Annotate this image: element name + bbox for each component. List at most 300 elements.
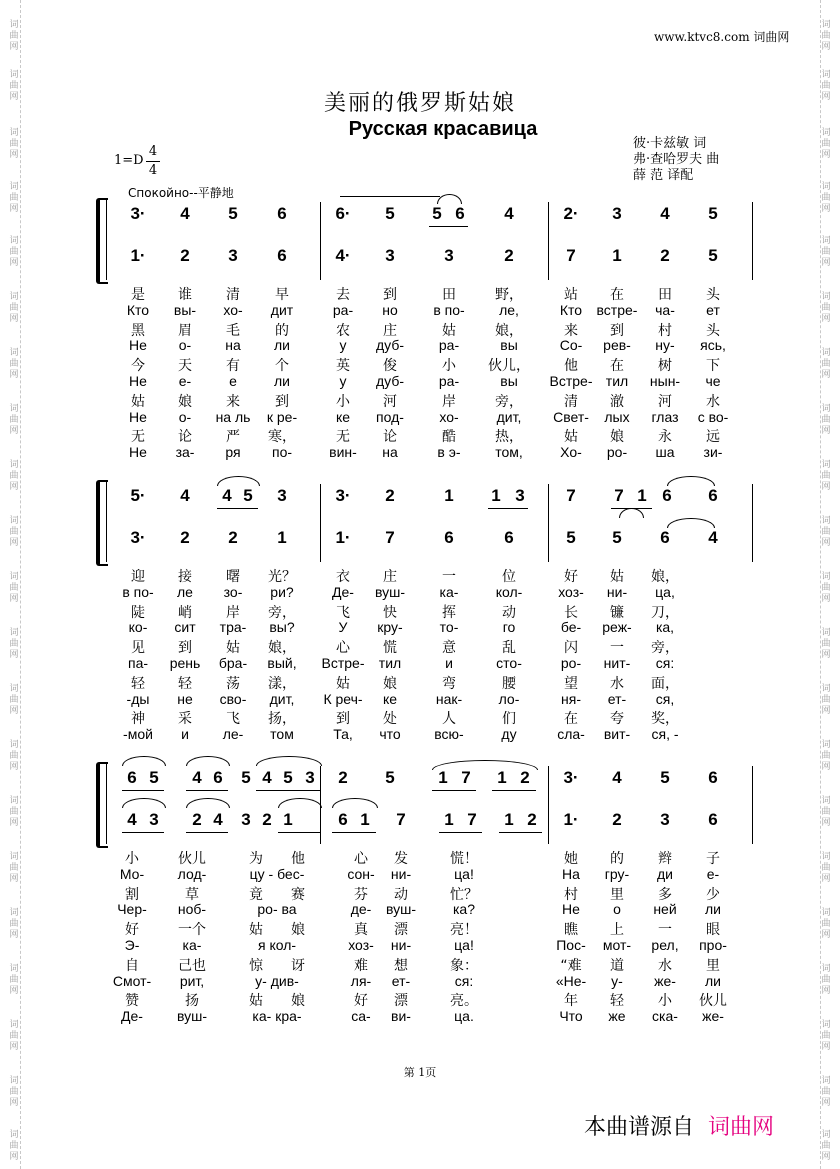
- score-system: [96, 760, 756, 1030]
- lyric-syllable: 人: [442, 711, 456, 728]
- beam-line: [432, 790, 476, 791]
- lyric-syllable: 远: [706, 429, 720, 446]
- margin-watermark: 词 曲 网: [9, 236, 19, 268]
- lyric-syllable: реж-: [602, 619, 632, 636]
- lyric-syllable: вы?: [269, 619, 295, 636]
- lyric-syllable: ни-: [390, 865, 412, 882]
- lyric-syllable: ца!: [454, 937, 474, 953]
- lyric-syllable: 无: [336, 429, 350, 446]
- lyric-syllable: 衣: [336, 569, 350, 585]
- lyric-syllable: Э-: [124, 937, 140, 953]
- lyric-line-russian: [96, 655, 756, 673]
- lyric-syllable: ясь,: [700, 337, 726, 354]
- lyric-syllable: 光？: [268, 569, 296, 585]
- lyric-syllable: 旁，: [495, 393, 523, 410]
- lyric-syllable: в по-: [122, 583, 154, 600]
- lyric-syllable: Мо-: [119, 865, 145, 882]
- lyric-syllable: 心: [354, 851, 368, 867]
- lyric-syllable: ся, -: [651, 726, 679, 743]
- note: 1: [444, 486, 454, 505]
- lyric-syllable: 在: [610, 287, 624, 303]
- lyric-line-russian: [96, 901, 756, 919]
- lyric-syllable: Встре-: [321, 655, 365, 671]
- lyric-syllable: 旁，: [651, 640, 679, 657]
- note: 7: [566, 246, 576, 265]
- lyric-syllable: бра-: [218, 655, 248, 671]
- margin-watermark: 词 曲 网: [9, 292, 19, 324]
- lyric-syllable: “难: [560, 957, 582, 974]
- lyric-syllable: тил: [378, 655, 402, 671]
- lyric-syllable: то-: [439, 619, 459, 636]
- note: 3: [277, 486, 287, 505]
- lyric-syllable: 娘，: [495, 322, 523, 339]
- lyric-syllable: ли: [705, 901, 721, 918]
- lyric-line-russian: [96, 302, 756, 320]
- margin-watermark: 词 曲 网: [821, 684, 831, 716]
- lyric-syllable: 姑: [442, 322, 456, 339]
- lyric-syllable: ет: [706, 301, 720, 318]
- slur: [667, 518, 715, 528]
- beam-line: [217, 508, 258, 509]
- lyric-syllable: Не: [129, 373, 147, 389]
- lyric-syllable: 站: [564, 287, 578, 303]
- lyric-syllable: 位: [502, 569, 516, 585]
- lyric-syllable: 赛: [291, 886, 305, 903]
- lyric-syllable: 热，: [495, 429, 523, 446]
- note: 3: [385, 246, 395, 265]
- lyric-syllable: 们: [502, 711, 516, 728]
- lyric-syllable: ша: [655, 444, 675, 461]
- note: 1: [444, 810, 454, 829]
- lyric-syllable: 论: [178, 429, 192, 446]
- lyric-line-russian: [96, 409, 756, 427]
- note: 6·: [335, 204, 351, 223]
- lyric-syllable: 娘，: [651, 569, 679, 585]
- lyric-syllable: 意: [442, 640, 456, 657]
- margin-watermark: 词 曲 网: [9, 908, 19, 940]
- margin-watermark: 词 曲 网: [9, 20, 19, 52]
- lyric-syllable: 野，: [495, 287, 523, 303]
- lyric-syllable: 一: [658, 922, 672, 939]
- lyric-line-russian: [96, 444, 756, 462]
- lyric-syllable: 伙儿: [178, 851, 206, 867]
- lyric-line-russian: [96, 866, 756, 884]
- lyric-syllable: Не: [129, 408, 147, 425]
- page-number: 第 1页: [403, 1066, 437, 1079]
- lyric-syllable: 村: [658, 322, 672, 339]
- margin-watermark: 词 曲 网: [9, 740, 19, 772]
- margin-watermark: 词 曲 网: [9, 1130, 19, 1162]
- lyric-syllable: 个: [275, 358, 289, 375]
- lyric-syllable: же: [608, 1008, 626, 1025]
- lyric-syllable: ка-: [439, 583, 459, 600]
- lyric-syllable: У: [338, 619, 348, 636]
- lyric-syllable: Не: [129, 337, 147, 354]
- note: 1·: [563, 810, 579, 829]
- lyric-syllable: ко-: [128, 619, 148, 636]
- lyric-syllable: у- див-: [255, 972, 299, 989]
- note: 3: [228, 246, 238, 265]
- lyric-syllable: 澈: [610, 393, 624, 410]
- note: 2: [660, 246, 670, 265]
- lyric-line-chinese: [96, 320, 756, 338]
- lyric-syllable: 村: [564, 886, 578, 903]
- lyric-syllable: ли: [274, 373, 290, 389]
- slur: [186, 798, 230, 808]
- lyric-syllable: 腰: [502, 675, 516, 692]
- lyric-syllable: лых: [604, 408, 630, 425]
- lyric-syllable: хоз-: [348, 937, 374, 953]
- note: 6: [662, 486, 672, 505]
- lyric-syllable: ет-: [391, 972, 411, 989]
- lyric-syllable: 姑: [249, 922, 263, 939]
- beam-line: [429, 226, 468, 227]
- lyric-syllable: Де-: [332, 583, 354, 600]
- margin-watermark: 词 曲 网: [821, 292, 831, 324]
- lyric-syllable: 寒，: [268, 429, 296, 446]
- lyric-syllable: 到: [383, 287, 397, 303]
- note: 5: [385, 768, 395, 787]
- lyric-syllable: К реч-: [323, 690, 363, 707]
- lyric-syllable: ле,: [499, 301, 519, 318]
- lyric-syllable: 在: [610, 358, 624, 375]
- lyricist-credit: 彼·卡兹敏 词: [633, 136, 707, 151]
- lyric-syllable: 飞: [336, 604, 350, 621]
- lyric-syllable: 的: [275, 322, 289, 339]
- note: 7: [566, 486, 576, 505]
- lyric-syllable: 小: [658, 993, 672, 1010]
- lyric-syllable: что: [379, 726, 401, 743]
- lyric-syllable: ле: [177, 583, 193, 600]
- lyric-syllable: 惊: [249, 957, 263, 974]
- lyric-syllable: ся,: [655, 690, 675, 707]
- lyric-syllable: 年: [564, 993, 578, 1010]
- lyric-syllable: 采: [178, 711, 192, 728]
- upper-voice-row: [96, 486, 756, 512]
- time-top: 4: [148, 144, 158, 159]
- lyric-syllable: встре-: [596, 301, 638, 318]
- lyric-syllable: 亮！: [450, 922, 478, 939]
- note: 2: [228, 528, 238, 547]
- note: 4: [708, 528, 718, 547]
- note: 5: [149, 768, 159, 787]
- note: 2: [180, 528, 190, 547]
- margin-watermark: 词 曲 网: [821, 852, 831, 884]
- note: 5: [241, 768, 251, 787]
- lyric-syllable: 小: [442, 358, 456, 375]
- note: 5: [566, 528, 576, 547]
- lyric-syllable: Свет-: [553, 408, 589, 425]
- note: 3: [149, 810, 159, 829]
- lyric-syllable: 奖，: [651, 711, 679, 728]
- lyric-syllable: 伙儿: [699, 993, 727, 1010]
- lyric-syllable: 田: [442, 287, 456, 303]
- lyric-syllable: 好: [564, 569, 578, 585]
- lyric-syllable: 心: [336, 640, 350, 657]
- beam-line: [122, 790, 164, 791]
- lyric-syllable: 乱: [502, 640, 516, 657]
- lyric-syllable: 清: [226, 287, 240, 303]
- lyric-syllable: 镰: [610, 604, 624, 621]
- lyric-line-chinese: [96, 990, 756, 1008]
- beam-line: [488, 508, 528, 509]
- margin-watermark: 词 曲 网: [821, 460, 831, 492]
- slur: [278, 798, 322, 808]
- note: 4: [612, 768, 622, 787]
- lyric-syllable: 漂: [394, 922, 408, 939]
- lyric-syllable: ет-: [607, 690, 627, 707]
- lyric-syllable: 望: [564, 675, 578, 692]
- lyric-syllable: 到: [610, 322, 624, 339]
- lyric-line-russian: [96, 726, 756, 744]
- source-brand[interactable]: 词曲网: [708, 1115, 775, 1140]
- credits: [633, 136, 719, 184]
- lyric-syllable: хоз-: [558, 583, 584, 600]
- lyric-syllable: 下: [706, 358, 720, 375]
- lyric-syllable: 无: [131, 429, 145, 446]
- note: 2: [262, 810, 272, 829]
- lyric-syllable: ке: [382, 690, 398, 707]
- lyric-syllable: 今: [131, 358, 145, 375]
- lyric-syllable: 来: [564, 322, 578, 339]
- lyric-syllable: ли: [705, 972, 721, 989]
- lyric-syllable: 神: [131, 711, 145, 728]
- lyric-syllable: у: [339, 337, 347, 354]
- note: 7: [385, 528, 395, 547]
- lyric-syllable: 己也: [178, 957, 206, 974]
- lyric-syllable: 瞧: [564, 922, 578, 939]
- lyric-syllable: 闪: [564, 640, 578, 657]
- note: 2: [527, 810, 537, 829]
- lyric-syllable: на ль: [215, 408, 251, 425]
- margin-watermark: 词 曲 网: [9, 348, 19, 380]
- beam-line: [186, 832, 228, 833]
- upper-voice-row: [96, 204, 756, 230]
- lyric-syllable: вит-: [603, 726, 631, 743]
- lyric-syllable: 论: [383, 429, 397, 446]
- lower-voice-row: [96, 246, 756, 272]
- lyric-syllable: же-: [702, 1008, 724, 1025]
- note: 2: [385, 486, 395, 505]
- lyric-syllable: тра-: [219, 619, 247, 636]
- lyric-syllable: 娘: [291, 993, 305, 1010]
- lyric-syllable: 水: [610, 675, 624, 692]
- margin-watermark: 词 曲 网: [821, 908, 831, 940]
- lyric-syllable: па-: [127, 655, 149, 671]
- lyric-syllable: 为: [249, 851, 263, 867]
- beam-line: [256, 790, 320, 791]
- lyric-syllable: 芬: [354, 886, 368, 903]
- lyric-syllable: «Не-: [555, 972, 587, 989]
- lyric-syllable: же-: [654, 972, 676, 989]
- lyric-syllable: 轻: [178, 675, 192, 692]
- lyric-syllable: ду: [501, 726, 517, 743]
- lyric-syllable: 迎: [131, 569, 145, 585]
- note: 3: [515, 486, 525, 505]
- lyric-syllable: ле-: [222, 726, 244, 743]
- lyric-syllable: 在: [564, 711, 578, 728]
- note: 6: [213, 768, 223, 787]
- note: 2: [192, 810, 202, 829]
- note: 5·: [130, 486, 146, 505]
- note: 6: [708, 486, 718, 505]
- lyric-line-russian: [96, 619, 756, 637]
- lyric-syllable: 想: [394, 957, 408, 974]
- lyric-syllable: 道: [610, 957, 624, 974]
- lyric-syllable: ка- кра-: [252, 1008, 302, 1025]
- lower-voice-row: [96, 528, 756, 554]
- key-signature: 1=D: [114, 153, 144, 168]
- lyric-syllable: 自: [125, 957, 139, 974]
- slur: [437, 194, 462, 204]
- note: 6: [277, 204, 287, 223]
- lyric-syllable: кол-: [495, 583, 523, 600]
- note: 7: [614, 486, 624, 505]
- lyric-syllable: дуб-: [375, 373, 405, 389]
- note: 2: [180, 246, 190, 265]
- lyric-syllable: 岸: [226, 604, 240, 621]
- lyric-syllable: 到: [178, 640, 192, 657]
- lyric-syllable: 动: [394, 886, 408, 903]
- lyric-syllable: хо-: [439, 408, 459, 425]
- slur: [217, 476, 260, 486]
- lyric-syllable: 伙儿，: [488, 358, 530, 375]
- lyric-syllable: ца,: [655, 583, 675, 600]
- note: 4: [262, 768, 272, 787]
- note: 2: [520, 768, 530, 787]
- lyric-syllable: 水: [706, 393, 720, 410]
- note: 4: [180, 486, 190, 505]
- note: 2: [338, 768, 348, 787]
- note: 5: [660, 768, 670, 787]
- lyric-syllable: 姑: [131, 393, 145, 410]
- lyric-syllable: 他: [291, 851, 305, 867]
- lyric-line-russian: [96, 691, 756, 709]
- lyric-syllable: всю-: [434, 726, 464, 743]
- lyric-syllable: 扬: [185, 993, 199, 1010]
- composer-credit: 弗·查哈罗夫 曲: [633, 152, 720, 167]
- lyric-syllable: 眼: [706, 922, 720, 939]
- lyric-syllable: Кто: [559, 301, 583, 318]
- note: 5: [708, 204, 718, 223]
- lyric-syllable: дуб-: [375, 337, 405, 354]
- lyric-syllable: ни-: [606, 583, 628, 600]
- note: 5: [243, 486, 253, 505]
- lyric-syllable: 黑: [131, 322, 145, 339]
- site-url[interactable]: www.ktvc8.com 词曲网: [654, 30, 790, 44]
- lyric-line-chinese: [96, 884, 756, 902]
- lyric-syllable: Встре-: [549, 373, 593, 389]
- margin-watermark: 词 曲 网: [821, 628, 831, 660]
- lyric-syllable: 永: [658, 429, 672, 446]
- lyric-line-chinese: [96, 355, 756, 373]
- lyric-syllable: ли: [274, 337, 290, 354]
- lyric-syllable: 天: [178, 358, 192, 375]
- lyric-syllable: 少: [706, 886, 720, 903]
- lyric-syllable: 清: [564, 393, 578, 410]
- lyric-syllable: о-: [178, 337, 192, 354]
- lyric-syllable: На: [562, 865, 580, 882]
- lyric-syllable: 处: [383, 711, 397, 728]
- lyric-syllable: по-: [271, 444, 293, 461]
- lyric-syllable: ня-: [561, 690, 581, 707]
- note: 2·: [563, 204, 579, 223]
- lyric-syllable: 小: [336, 393, 350, 410]
- lyric-syllable: 头: [706, 287, 720, 303]
- lyric-syllable: 她: [564, 851, 578, 867]
- slur: [122, 756, 166, 766]
- slur: [186, 756, 230, 766]
- lyric-syllable: 竟: [249, 886, 263, 903]
- lyric-syllable: хо-: [223, 301, 243, 318]
- lyric-syllable: дит,: [269, 690, 295, 707]
- lyric-syllable: у-: [611, 972, 623, 989]
- lyric-syllable: 一: [442, 569, 456, 585]
- margin-watermark: 词 曲 网: [821, 20, 831, 52]
- lyric-syllable: ря: [225, 444, 241, 461]
- lyric-syllable: кру-: [377, 619, 403, 636]
- lyric-syllable: 轻: [131, 675, 145, 692]
- lyric-syllable: рень: [169, 655, 201, 671]
- lyric-syllable: вуш-: [385, 901, 417, 918]
- lyric-syllable: ноб-: [177, 901, 207, 918]
- note: 7: [461, 768, 471, 787]
- margin-watermark: 词 曲 网: [9, 516, 19, 548]
- lyric-syllable: 慌！: [450, 851, 478, 867]
- lyric-syllable: гру-: [604, 865, 630, 882]
- margin-watermark: 词 曲 网: [9, 684, 19, 716]
- lyric-syllable: 娘: [291, 922, 305, 939]
- margin-watermark: 词 曲 网: [821, 1076, 831, 1108]
- note: 5: [283, 768, 293, 787]
- note: 3: [241, 810, 251, 829]
- lyric-line-chinese: [96, 955, 756, 973]
- lyric-syllable: Смот-: [112, 972, 152, 989]
- title-russian: Русская красавица: [348, 118, 538, 140]
- translator-credit: 薛 范 译配: [633, 168, 694, 183]
- lyric-syllable: у: [339, 373, 347, 389]
- note: 1: [504, 810, 514, 829]
- lyric-syllable: 亮。: [450, 993, 478, 1010]
- lyric-syllable: вы: [500, 337, 518, 354]
- beam-line: [499, 832, 542, 833]
- lyric-line-chinese: [96, 637, 756, 655]
- lyric-syllable: 好: [125, 922, 139, 939]
- note: 7: [396, 810, 406, 829]
- lyric-syllable: рел,: [651, 937, 679, 953]
- lyric-syllable: вый,: [267, 655, 297, 671]
- note: 3: [612, 204, 622, 223]
- lyric-syllable: са-: [351, 1008, 371, 1025]
- lyric-syllable: ра-: [332, 301, 354, 318]
- lyric-syllable: сто-: [496, 655, 522, 671]
- source-footer[interactable]: [584, 1110, 774, 1141]
- lyric-syllable: про-: [699, 937, 727, 953]
- lyric-syllable: 头: [706, 322, 720, 339]
- lyric-syllable: о-: [178, 408, 192, 425]
- title-chinese: 美丽的俄罗斯姑娘: [323, 91, 516, 116]
- lyric-syllable: 里: [706, 957, 720, 974]
- margin-watermark: 词 曲 网: [9, 404, 19, 436]
- note: 4: [180, 204, 190, 223]
- time-signature: [146, 144, 160, 179]
- slur: [432, 760, 538, 770]
- lyric-syllable: 飞: [226, 711, 240, 728]
- lyric-syllable: и: [181, 726, 189, 743]
- lyric-syllable: 姑: [226, 640, 240, 657]
- lyric-syllable: 上: [610, 922, 624, 939]
- margin-watermark: 词 曲 网: [9, 628, 19, 660]
